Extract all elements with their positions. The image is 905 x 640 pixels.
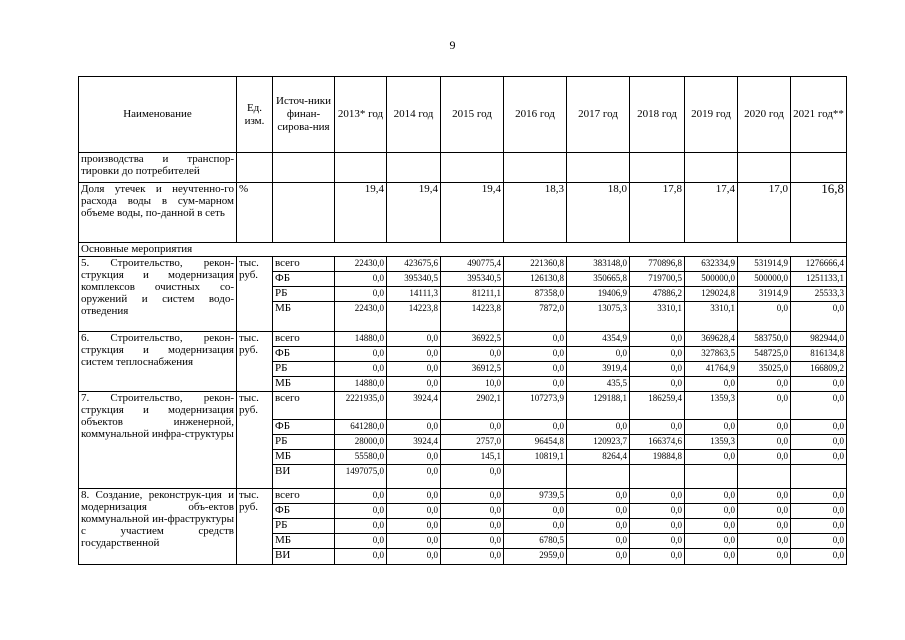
value-cell: 28000,0 xyxy=(335,435,387,450)
value-cell: 0,0 xyxy=(685,519,738,534)
value-cell: 0,0 xyxy=(387,362,441,377)
value-cell: 0,0 xyxy=(630,362,685,377)
funding-source: всего xyxy=(273,257,335,272)
value-cell: 327863,5 xyxy=(685,347,738,362)
header-name: Наименование xyxy=(79,77,237,153)
funding-source: ФБ xyxy=(273,504,335,519)
table-row xyxy=(79,489,847,504)
value-cell: 0,0 xyxy=(685,377,738,392)
value-cell: 3310,1 xyxy=(630,302,685,332)
value-cell: 423675,6 xyxy=(387,257,441,272)
value-cell: 3924,4 xyxy=(387,392,441,420)
value-cell: 2757,0 xyxy=(441,435,504,450)
value-cell: 0,0 xyxy=(387,549,441,565)
value-cell: 0,0 xyxy=(387,420,441,435)
value-cell: 0,0 xyxy=(738,302,791,332)
value-cell: 186259,4 xyxy=(630,392,685,420)
value-cell: 166809,2 xyxy=(791,362,847,377)
value-cell: 14223,8 xyxy=(387,302,441,332)
value-cell: 350665,8 xyxy=(567,272,630,287)
value-cell: 166374,6 xyxy=(630,435,685,450)
value-cell: 13075,3 xyxy=(567,302,630,332)
funding-source: РБ xyxy=(273,287,335,302)
value-cell: 10819,1 xyxy=(504,450,567,465)
value-cell: 22430,0 xyxy=(335,257,387,272)
value-cell: 120923,7 xyxy=(567,435,630,450)
value-cell: 0,0 xyxy=(387,489,441,504)
header-year: 2015 год xyxy=(441,77,504,153)
value-cell: 1359,3 xyxy=(685,435,738,450)
value-cell: 369628,4 xyxy=(685,332,738,347)
funding-source: МБ xyxy=(273,450,335,465)
value-cell: 14880,0 xyxy=(335,332,387,347)
funding-source: РБ xyxy=(273,519,335,534)
value-cell: 0,0 xyxy=(387,465,441,489)
funding-source: ВИ xyxy=(273,465,335,489)
measure-unit: тыс. руб. xyxy=(237,392,273,489)
funding-source: ФБ xyxy=(273,272,335,287)
value-cell: 9739,5 xyxy=(504,489,567,504)
value-cell: 47886,2 xyxy=(630,287,685,302)
value-cell: 87358,0 xyxy=(504,287,567,302)
indicator-unit: % xyxy=(237,183,273,243)
value-cell: 31914,9 xyxy=(738,287,791,302)
measure-name: 8. Создание, реконструк-ция и модернизация объ-ектов коммунальной ин-фраструктуры с участием средств государственной xyxy=(79,489,237,565)
section-row xyxy=(79,243,847,257)
value-cell: 0,0 xyxy=(738,549,791,565)
value-cell: 129024,8 xyxy=(685,287,738,302)
value-cell xyxy=(630,465,685,489)
measure-unit: тыс. руб. xyxy=(237,332,273,392)
indicator-value: 19,4 xyxy=(441,183,504,243)
value-cell: 0,0 xyxy=(441,534,504,549)
funding-source: всего xyxy=(273,332,335,347)
value-cell: 81211,1 xyxy=(441,287,504,302)
funding-source: ФБ xyxy=(273,347,335,362)
value-cell: 0,0 xyxy=(335,519,387,534)
funding-source: МБ xyxy=(273,534,335,549)
value-cell: 500000,0 xyxy=(685,272,738,287)
value-cell xyxy=(504,465,567,489)
value-cell: 107273,9 xyxy=(504,392,567,420)
funding-source: РБ xyxy=(273,435,335,450)
value-cell: 0,0 xyxy=(504,362,567,377)
page-number: 9 xyxy=(449,38,456,52)
value-cell: 0,0 xyxy=(738,504,791,519)
value-cell: 0,0 xyxy=(630,347,685,362)
value-cell: 7872,0 xyxy=(504,302,567,332)
value-cell: 583750,0 xyxy=(738,332,791,347)
value-cell: 0,0 xyxy=(387,450,441,465)
value-cell: 0,0 xyxy=(387,534,441,549)
continuation-text: производства и транспор-тировки до потребителей xyxy=(79,153,237,183)
indicator-value: 17,0 xyxy=(738,183,791,243)
value-cell: 1251133,1 xyxy=(791,272,847,287)
funding-source: ФБ xyxy=(273,420,335,435)
value-cell: 0,0 xyxy=(738,392,791,420)
value-cell: 0,0 xyxy=(567,519,630,534)
value-cell: 0,0 xyxy=(630,332,685,347)
value-cell: 25533,3 xyxy=(791,287,847,302)
measure-unit: тыс. руб. xyxy=(237,257,273,332)
value-cell: 531914,9 xyxy=(738,257,791,272)
value-cell: 0,0 xyxy=(441,519,504,534)
value-cell: 3919,4 xyxy=(567,362,630,377)
value-cell: 0,0 xyxy=(567,489,630,504)
value-cell: 0,0 xyxy=(504,519,567,534)
value-cell: 0,0 xyxy=(738,534,791,549)
value-cell: 0,0 xyxy=(685,420,738,435)
indicator-value: 18,0 xyxy=(567,183,630,243)
value-cell: 0,0 xyxy=(504,347,567,362)
header-year: 2013* год xyxy=(335,77,387,153)
value-cell: 0,0 xyxy=(504,420,567,435)
value-cell xyxy=(791,465,847,489)
measure-unit: тыс. руб. xyxy=(237,489,273,565)
value-cell: 14223,8 xyxy=(441,302,504,332)
value-cell: 0,0 xyxy=(791,392,847,420)
value-cell: 1359,3 xyxy=(685,392,738,420)
value-cell: 2959,0 xyxy=(504,549,567,565)
value-cell: 0,0 xyxy=(387,347,441,362)
value-cell: 96454,8 xyxy=(504,435,567,450)
value-cell: 0,0 xyxy=(791,549,847,565)
indicator-value: 17,4 xyxy=(685,183,738,243)
value-cell: 0,0 xyxy=(791,504,847,519)
value-cell: 0,0 xyxy=(504,332,567,347)
value-cell: 0,0 xyxy=(387,504,441,519)
indicator-value: 16,8 xyxy=(791,183,847,243)
value-cell: 641280,0 xyxy=(335,420,387,435)
value-cell: 816134,8 xyxy=(791,347,847,362)
value-cell xyxy=(738,465,791,489)
value-cell: 0,0 xyxy=(504,504,567,519)
value-cell: 0,0 xyxy=(791,377,847,392)
funding-source: всего xyxy=(273,489,335,504)
funding-source: ВИ xyxy=(273,549,335,565)
value-cell: 0,0 xyxy=(567,549,630,565)
value-cell: 982944,0 xyxy=(791,332,847,347)
value-cell: 435,5 xyxy=(567,377,630,392)
value-cell: 0,0 xyxy=(441,465,504,489)
header-year: 2016 год xyxy=(504,77,567,153)
value-cell: 8264,4 xyxy=(567,450,630,465)
value-cell: 1497075,0 xyxy=(335,465,387,489)
value-cell: 770896,8 xyxy=(630,257,685,272)
value-cell: 6780,5 xyxy=(504,534,567,549)
value-cell: 19884,8 xyxy=(630,450,685,465)
value-cell: 0,0 xyxy=(335,549,387,565)
value-cell xyxy=(685,465,738,489)
value-cell: 35025,0 xyxy=(738,362,791,377)
funding-source: всего xyxy=(273,392,335,420)
value-cell: 14880,0 xyxy=(335,377,387,392)
measure-name: 6. Строительство, рекон-струкция и модернизация систем теплоснабжения xyxy=(79,332,237,392)
value-cell: 0,0 xyxy=(685,549,738,565)
value-cell: 719700,5 xyxy=(630,272,685,287)
value-cell: 0,0 xyxy=(441,489,504,504)
header-year: 2020 год xyxy=(738,77,791,153)
value-cell: 3310,1 xyxy=(685,302,738,332)
value-cell: 3924,4 xyxy=(387,435,441,450)
value-cell: 0,0 xyxy=(387,377,441,392)
table-row xyxy=(79,257,847,272)
value-cell: 0,0 xyxy=(791,489,847,504)
value-cell: 0,0 xyxy=(504,377,567,392)
measure-name: 5. Строительство, рекон-струкция и модернизация комплексов очистных со-оружений и систем водо-отведения xyxy=(79,257,237,332)
value-cell: 0,0 xyxy=(335,534,387,549)
header-year: 2021 год** xyxy=(791,77,847,153)
header-year: 2014 год xyxy=(387,77,441,153)
value-cell: 0,0 xyxy=(567,347,630,362)
value-cell: 36912,5 xyxy=(441,362,504,377)
indicator-value: 17,8 xyxy=(630,183,685,243)
financing-table xyxy=(78,76,847,565)
continuation-row xyxy=(79,153,847,183)
value-cell: 0,0 xyxy=(791,534,847,549)
header-unit: Ед. изм. xyxy=(237,77,273,153)
value-cell: 0,0 xyxy=(441,504,504,519)
value-cell: 0,0 xyxy=(335,272,387,287)
value-cell: 0,0 xyxy=(738,450,791,465)
value-cell: 0,0 xyxy=(738,435,791,450)
value-cell: 0,0 xyxy=(567,420,630,435)
value-cell: 129188,1 xyxy=(567,392,630,420)
value-cell: 22430,0 xyxy=(335,302,387,332)
value-cell: 0,0 xyxy=(685,450,738,465)
value-cell: 0,0 xyxy=(791,435,847,450)
value-cell: 0,0 xyxy=(387,332,441,347)
value-cell: 10,0 xyxy=(441,377,504,392)
value-cell: 41764,9 xyxy=(685,362,738,377)
value-cell: 19406,9 xyxy=(567,287,630,302)
value-cell: 221360,8 xyxy=(504,257,567,272)
value-cell: 126130,8 xyxy=(504,272,567,287)
value-cell: 0,0 xyxy=(685,489,738,504)
header-year: 2019 год xyxy=(685,77,738,153)
value-cell: 1276666,4 xyxy=(791,257,847,272)
value-cell: 14111,3 xyxy=(387,287,441,302)
value-cell: 0,0 xyxy=(630,377,685,392)
value-cell: 395340,5 xyxy=(387,272,441,287)
value-cell: 632334,9 xyxy=(685,257,738,272)
value-cell: 2221935,0 xyxy=(335,392,387,420)
indicator-row xyxy=(79,183,847,243)
table-row xyxy=(79,332,847,347)
value-cell: 548725,0 xyxy=(738,347,791,362)
value-cell: 0,0 xyxy=(685,534,738,549)
value-cell: 0,0 xyxy=(630,420,685,435)
value-cell: 0,0 xyxy=(738,377,791,392)
value-cell: 0,0 xyxy=(738,519,791,534)
value-cell: 0,0 xyxy=(387,519,441,534)
value-cell: 145,1 xyxy=(441,450,504,465)
value-cell: 395340,5 xyxy=(441,272,504,287)
value-cell: 0,0 xyxy=(791,302,847,332)
value-cell: 0,0 xyxy=(335,347,387,362)
indicator-value: 19,4 xyxy=(387,183,441,243)
header-source: Источ-ники финан-сирова-ния xyxy=(273,77,335,153)
value-cell: 0,0 xyxy=(791,420,847,435)
header-year: 2018 год xyxy=(630,77,685,153)
funding-source: МБ xyxy=(273,377,335,392)
table-body xyxy=(79,153,847,565)
value-cell: 2902,1 xyxy=(441,392,504,420)
value-cell: 0,0 xyxy=(335,287,387,302)
value-cell xyxy=(567,465,630,489)
value-cell: 0,0 xyxy=(567,534,630,549)
value-cell: 0,0 xyxy=(630,489,685,504)
value-cell: 490775,4 xyxy=(441,257,504,272)
value-cell: 36922,5 xyxy=(441,332,504,347)
header-row xyxy=(79,77,847,153)
value-cell: 383148,0 xyxy=(567,257,630,272)
value-cell: 0,0 xyxy=(441,549,504,565)
indicator-name: Доля утечек и неучтенно-го расхода воды в сум-марном объеме воды, по-данной в сеть xyxy=(79,183,237,243)
value-cell: 0,0 xyxy=(738,420,791,435)
measure-name: 7. Строительство, рекон-струкция и модернизация объектов инженерной, коммунальной инфра-структуры xyxy=(79,392,237,489)
value-cell: 500000,0 xyxy=(738,272,791,287)
value-cell: 0,0 xyxy=(441,347,504,362)
value-cell: 0,0 xyxy=(335,489,387,504)
value-cell: 0,0 xyxy=(630,534,685,549)
value-cell: 0,0 xyxy=(335,504,387,519)
value-cell: 55580,0 xyxy=(335,450,387,465)
value-cell: 0,0 xyxy=(791,450,847,465)
funding-source: РБ xyxy=(273,362,335,377)
value-cell: 0,0 xyxy=(685,504,738,519)
value-cell: 0,0 xyxy=(335,362,387,377)
indicator-value: 18,3 xyxy=(504,183,567,243)
table-row xyxy=(79,392,847,420)
funding-source: МБ xyxy=(273,302,335,332)
value-cell: 0,0 xyxy=(630,504,685,519)
value-cell: 0,0 xyxy=(567,504,630,519)
value-cell: 0,0 xyxy=(791,519,847,534)
value-cell: 0,0 xyxy=(630,549,685,565)
value-cell: 0,0 xyxy=(630,519,685,534)
section-title: Основные мероприятия xyxy=(79,243,847,257)
value-cell: 0,0 xyxy=(441,420,504,435)
value-cell: 0,0 xyxy=(738,489,791,504)
indicator-value: 19,4 xyxy=(335,183,387,243)
header-year: 2017 год xyxy=(567,77,630,153)
value-cell: 4354,9 xyxy=(567,332,630,347)
